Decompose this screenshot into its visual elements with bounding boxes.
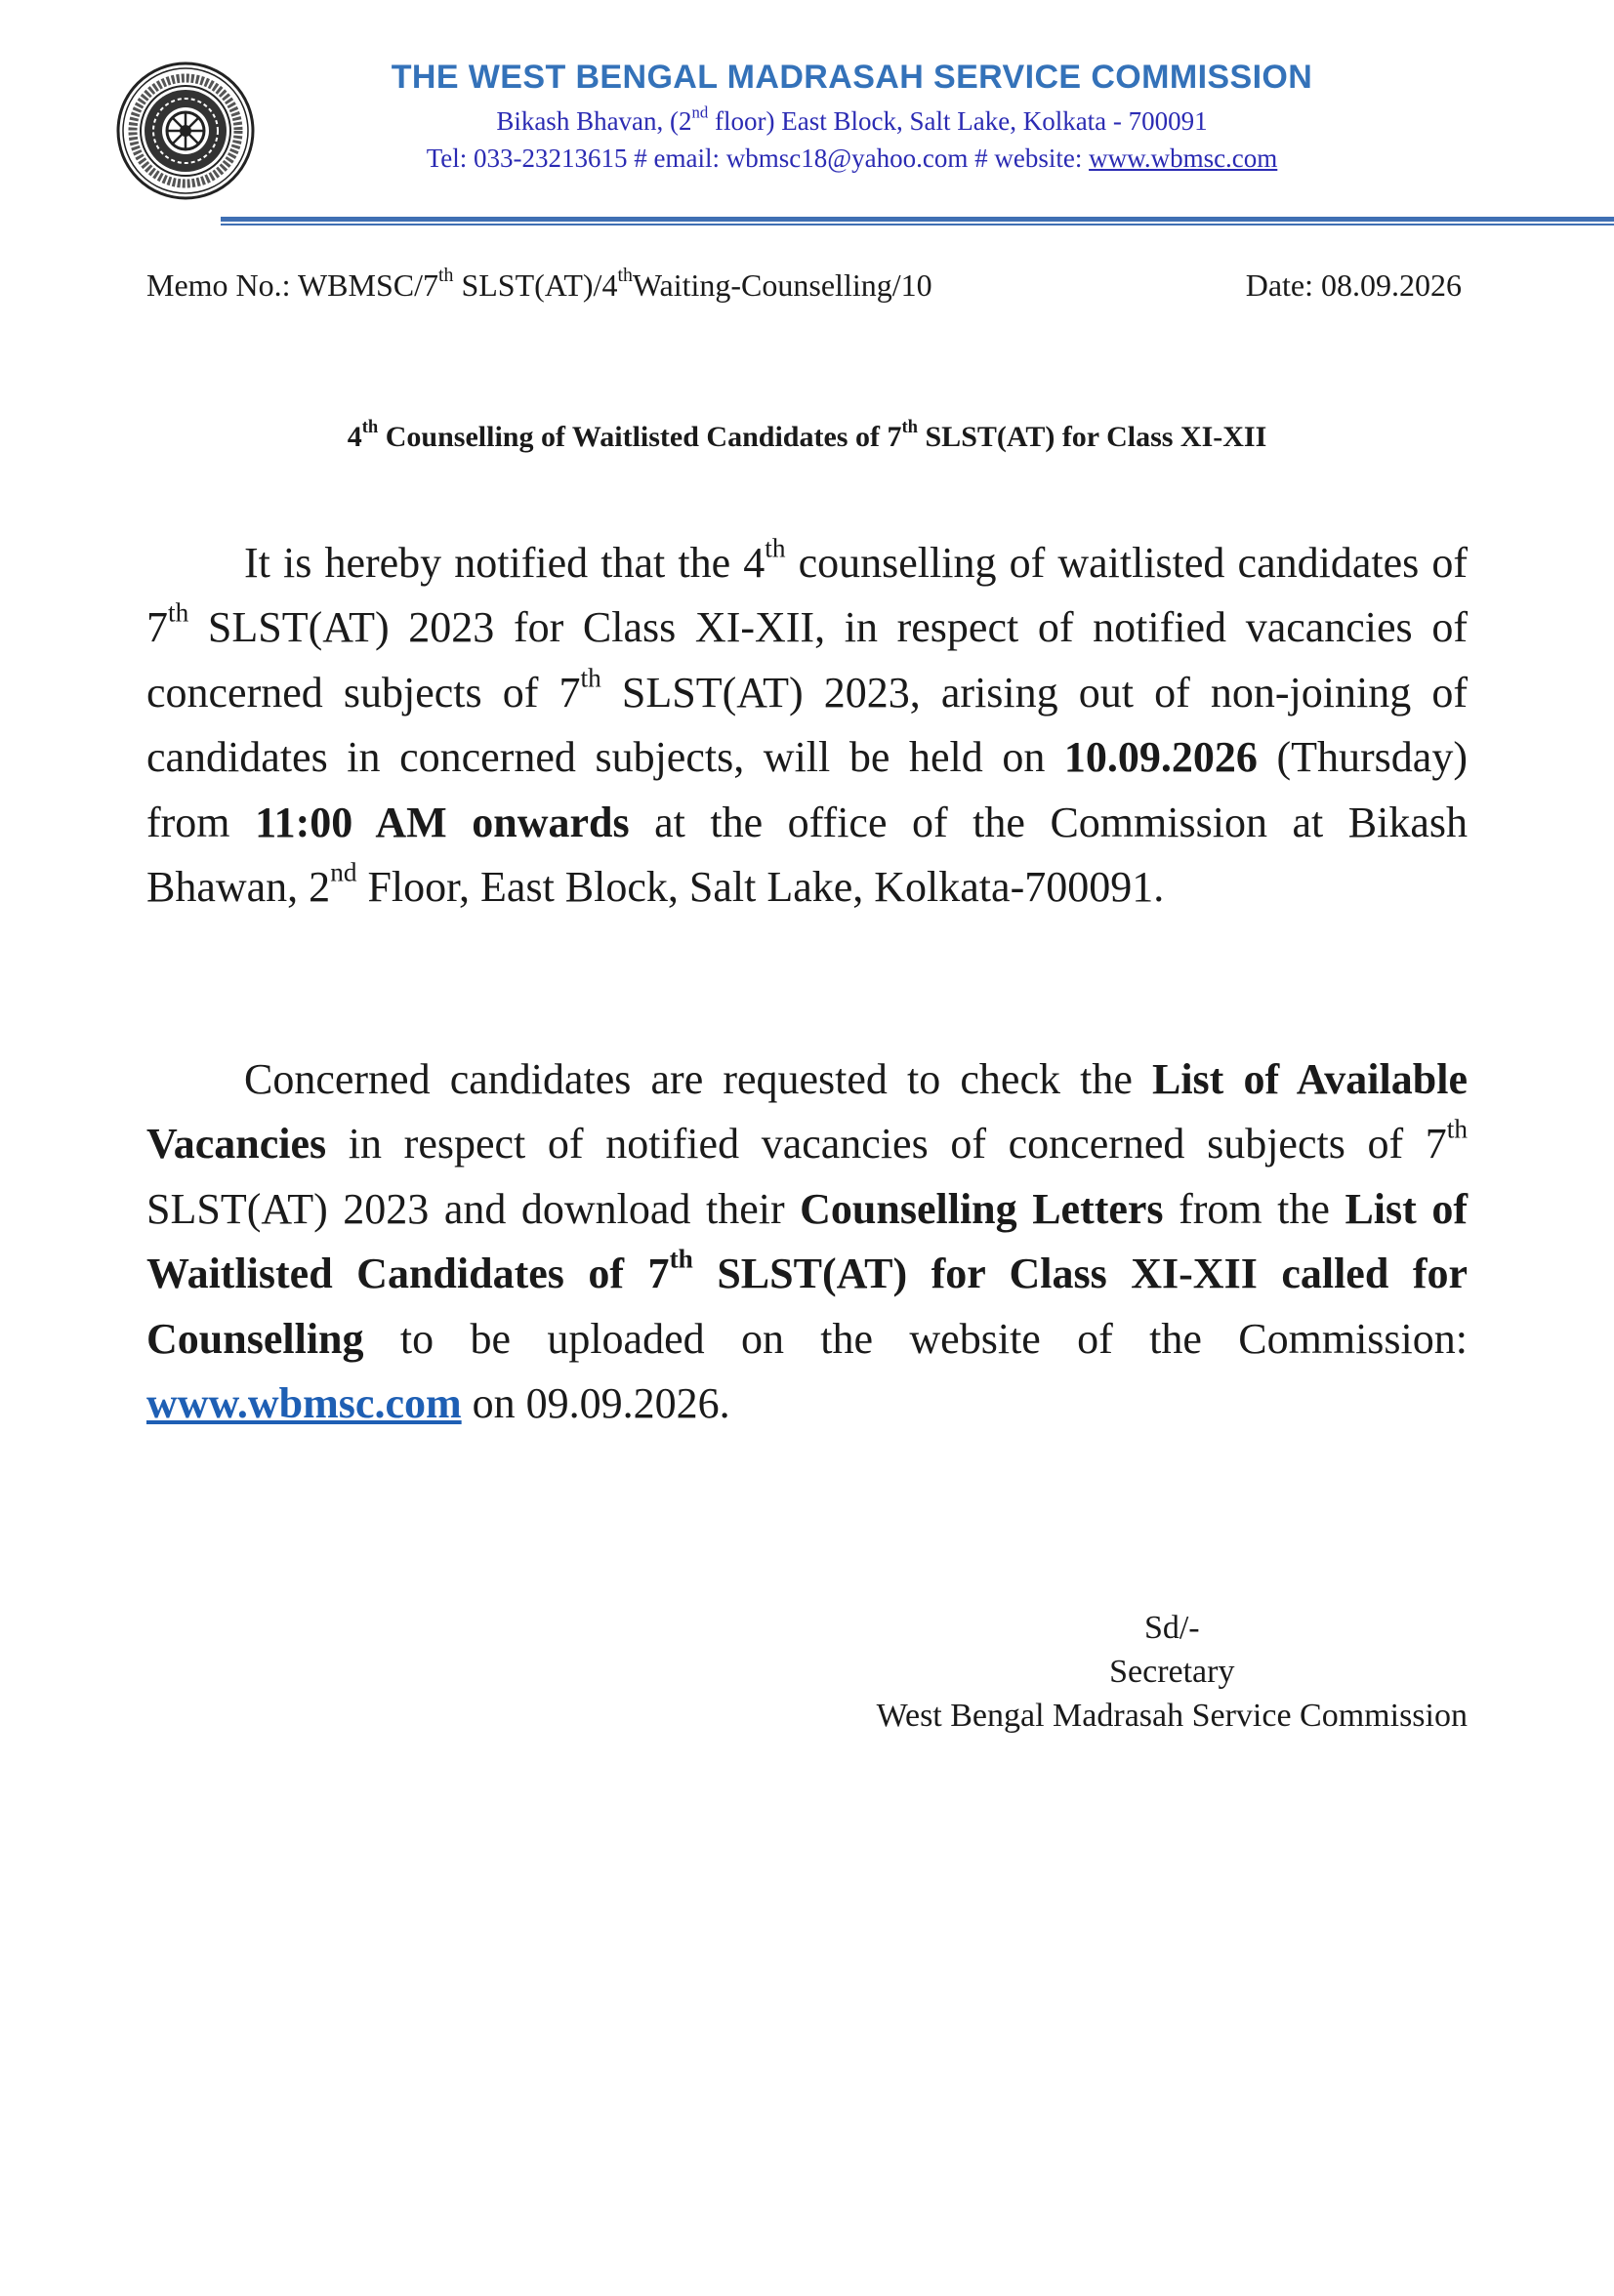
counselling-time: 11:00 AM onwards — [255, 798, 630, 846]
organization-address: Bikash Bhavan, (2nd floor) East Block, Salt Lake, Kolkata - 700091 — [496, 102, 1208, 136]
letterhead — [283, 55, 1421, 177]
notice-paragraph-1: It is hereby notified that the 4th counselling of waitlisted candidates of 7th SLST(AT) 2023 for Class XI-XII, in respect of notified vacancies of concerned subjects of 7th SLST(AT) 2023, arising out of non-joining of candidates in concerned subjects, will be held on 10.09.2026 (Thursday) from 11:00 AM onwards at the office of the Commission at Bikash Bhawan, 2nd Floor, East Block, Salt Lake, Kolkata-700091. — [146, 533, 1468, 912]
memo-number: Memo No.: WBMSC/7th SLST(AT)/4thWaiting-Counselling/10 — [146, 265, 932, 303]
notice-subject: 4th Counselling of Waitlisted Candidates of 7th SLST(AT) for Class XI-XII — [347, 417, 1267, 453]
header-divider-thin — [221, 224, 1614, 226]
memo-date: Date: 08.09.2026 — [1245, 267, 1462, 303]
signature-sd: Sd/- — [1143, 1610, 1200, 1646]
organization-contact: Tel: 033-23213615 # email: wbmsc18@yahoo.com # website: www.wbmsc.com — [426, 144, 1278, 173]
website-link[interactable]: www.wbmsc.com — [1089, 144, 1278, 173]
notice-paragraph-2: Concerned candidates are requested to check the List of Available Vacancies in respect of notified vacancies of concerned subjects of 7th SLST(AT) 2023 and download their Counselling Letters from the List of Waitlisted Candidates of 7th SLST(AT) for Class XI-XII called for Counselling to be uploaded on the website of the Commission: www.wbmsc.com on 09.09.2026. — [146, 1055, 1468, 1428]
signatory-title: Secretary — [1109, 1654, 1235, 1690]
commission-website-link[interactable]: www.wbmsc.com — [146, 1379, 462, 1428]
signatory-organization: West Bengal Madrasah Service Commission — [876, 1698, 1468, 1734]
signature-block — [877, 1606, 1468, 1738]
header-divider — [221, 217, 1614, 222]
organization-name: THE WEST BENGAL MADRASAH SERVICE COMMISSION — [391, 59, 1313, 96]
commission-seal-icon — [116, 62, 255, 200]
counselling-date: 10.09.2026 — [1063, 733, 1258, 782]
